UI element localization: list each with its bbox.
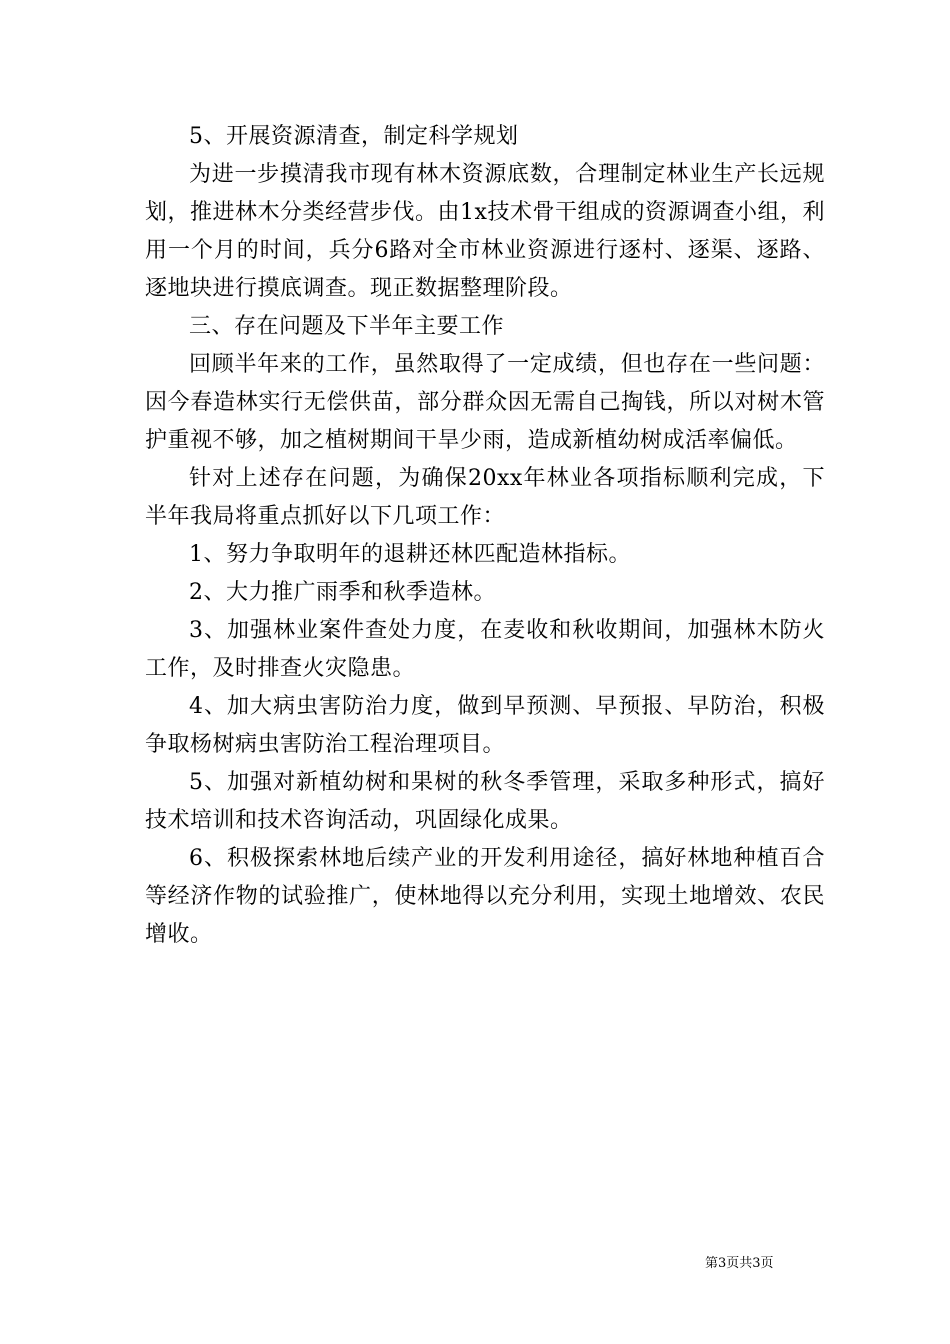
- paragraph-plan-intro: 针对上述存在问题，为确保20xx年林业各项指标顺利完成，下半年我局将重点抓好以下几项工作：: [145, 466, 825, 529]
- paragraph-resource-survey: 为进一步摸清我市现有林木资源底数，合理制定林业生产长远规划，推进林木分类经营步伐。由1x技术骨干组成的资源调查小组，利用一个月的时间，兵分6路对全市林业资源进行逐村、逐渠、逐路、逐地块进行摸底调查。现正数据整理阶段。: [145, 162, 825, 301]
- plan-item-4: 4、加大病虫害防治力度，做到早预测、早预报、早防治，积极争取杨树病虫害防治工程治理项目。: [145, 694, 825, 757]
- plan-item-1: 1、努力争取明年的退耕还林匹配造林指标。: [189, 542, 631, 567]
- paragraph-review: 回顾半年来的工作，虽然取得了一定成绩，但也存在一些问题：因今春造林实行无偿供苗，部分群众因无需自己掏钱，所以对树木管护重视不够，加之植树期间干旱少雨，造成新植幼树成活率偏低。: [145, 352, 825, 453]
- plan-item-3: 3、加强林业案件查处力度，在麦收和秋收期间，加强林木防火工作，及时排查火灾隐患。: [145, 618, 825, 681]
- section-heading-resource-survey: 5、开展资源清查，制定科学规划: [189, 124, 519, 149]
- section-heading-problems: 三、存在问题及下半年主要工作: [189, 314, 505, 339]
- plan-item-2: 2、大力推广雨季和秋季造林。: [189, 580, 496, 605]
- document-body: [145, 118, 825, 954]
- page-number-footer: 第3页共3页: [705, 1256, 774, 1271]
- plan-item-5: 5、加强对新植幼树和果树的秋冬季管理，采取多种形式，搞好技术培训和技术咨询活动，巩固绿化成果。: [145, 770, 825, 833]
- plan-item-6: 6、积极探索林地后续产业的开发利用途径，搞好林地种植百合等经济作物的试验推广，使林地得以充分利用，实现土地增效、农民增收。: [145, 846, 825, 947]
